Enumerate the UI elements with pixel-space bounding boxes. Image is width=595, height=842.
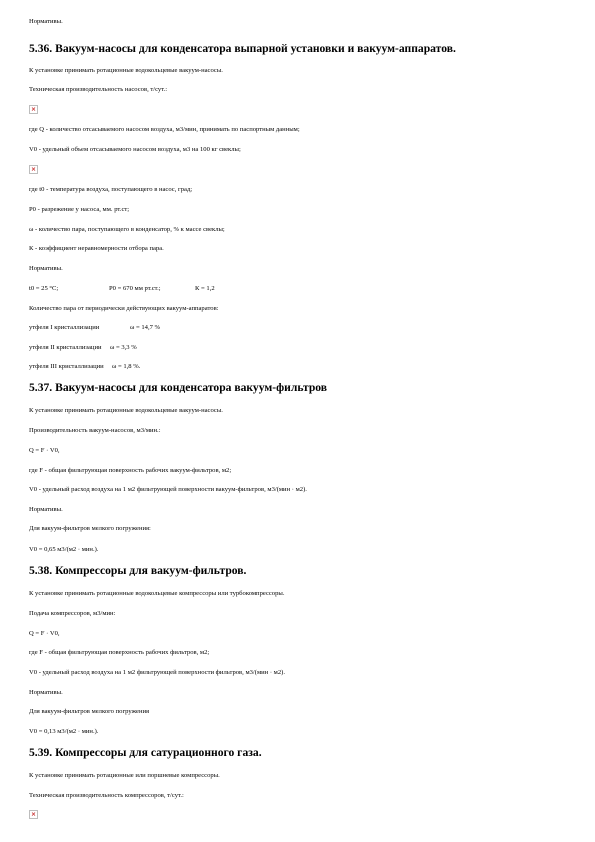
norms-line <box>29 285 215 293</box>
paragraph: К установке принимать ротационные водокольцевые вакуум-насосы. <box>29 407 223 414</box>
paragraph: Нормативы. <box>29 18 63 25</box>
broken-image-icon: × <box>30 166 37 173</box>
paragraph: V0 - удельный расход воздуха на 1 м2 фильтрующей поверхности фильтров, м3/(мин · м2). <box>29 669 285 676</box>
paragraph: V0 - удельный расход воздуха на 1 м2 фильтрующей поверхности вакуум-фильтров, м3/(мин · м2). <box>29 486 307 493</box>
paragraph: Нормативы. <box>29 689 63 696</box>
table-cell: ω = 14,7 % <box>130 324 161 331</box>
section-heading-5-37: 5.37. Вакуум-насосы для конденсатора вакуум-фильтров <box>29 381 328 394</box>
paragraph: Нормативы. <box>29 265 63 272</box>
table-row <box>29 324 160 332</box>
table-cell: ω = 1,8 %. <box>112 363 141 370</box>
table-cell: ω = 3,3 % <box>110 344 137 351</box>
table-cell: утфеля II кристаллизации <box>29 344 102 351</box>
paragraph: P0 - разрежение у насоса, мм. рт.ст; <box>29 206 130 213</box>
paragraph: К установке принимать ротационные водокольцевые вакуум-насосы. <box>29 67 223 74</box>
table-row <box>29 344 137 352</box>
paragraph: Для вакуум-фильтров мелкого погружения: <box>29 525 151 532</box>
paragraph: где Q - количество отсасываемого насосом воздуха, м3/мин, принимать по паспортным данным; <box>29 126 300 133</box>
formula: Q = F · V0, <box>29 630 60 637</box>
paragraph: V0 - удельный объем отсасываемого насосом воздуха, м3 на 100 кг свеклы; <box>29 146 241 153</box>
norm-t0: t0 = 25 °С; <box>29 285 59 292</box>
formula: Q = F · V0, <box>29 447 60 454</box>
paragraph: Подача компрессоров, м3/мин: <box>29 610 116 617</box>
norm-k: К = 1,2 <box>195 285 215 292</box>
paragraph: Производительность вакуум-насосов, м3/мин.: <box>29 427 161 434</box>
paragraph: К установке принимать ротационные водокольцевые компрессоры или турбокомпрессоры. <box>29 590 285 597</box>
broken-image-icon: × <box>30 811 37 818</box>
section-heading-5-38: 5.38. Компрессоры для вакуум-фильтров. <box>29 564 247 577</box>
paragraph: Техническая производительность компрессоров, т/сут.: <box>29 792 184 799</box>
paragraph: К установке принимать ротационные или поршневые компрессоры. <box>29 772 220 779</box>
paragraph: Для вакуум-фильтров мелкого погружения <box>29 708 150 715</box>
paragraph: где t0 - температура воздуха, поступающего в насос, град; <box>29 186 193 193</box>
section-heading-5-36: 5.36. Вакуум-насосы для конденсатора выпарной установки и вакуум-аппаратов. <box>29 42 456 55</box>
paragraph: V0 = 0,65 м3/(м2 · мин.). <box>29 546 99 553</box>
paragraph: где F - общая фильтрующая поверхность рабочих фильтров, м2; <box>29 649 210 656</box>
table-cell: утфеля III кристаллизации <box>29 363 104 370</box>
paragraph: где F - общая фильтрующая поверхность рабочих вакуум-фильтров, м2; <box>29 467 232 474</box>
paragraph: Нормативы. <box>29 506 63 513</box>
paragraph: ω - количество пара, поступающего в конденсатор, % к массе свеклы; <box>29 226 225 233</box>
broken-image-icon: × <box>30 106 37 113</box>
norm-p0: P0 = 670 мм рт.ст.; <box>109 285 161 292</box>
table-row <box>29 363 140 371</box>
paragraph: К - коэффициент неравномерности отбора пара. <box>29 245 164 252</box>
paragraph: Количество пара от периодически действующих вакуум-аппаратов: <box>29 305 219 312</box>
paragraph: V0 = 0,13 м3/(м2 · мин.). <box>29 728 99 735</box>
table-cell: утфеля I кристаллизации <box>29 324 100 331</box>
paragraph: Техническая производительность насосов, т/сут.: <box>29 86 168 93</box>
section-heading-5-39: 5.39. Компрессоры для сатурационного газа. <box>29 746 262 759</box>
